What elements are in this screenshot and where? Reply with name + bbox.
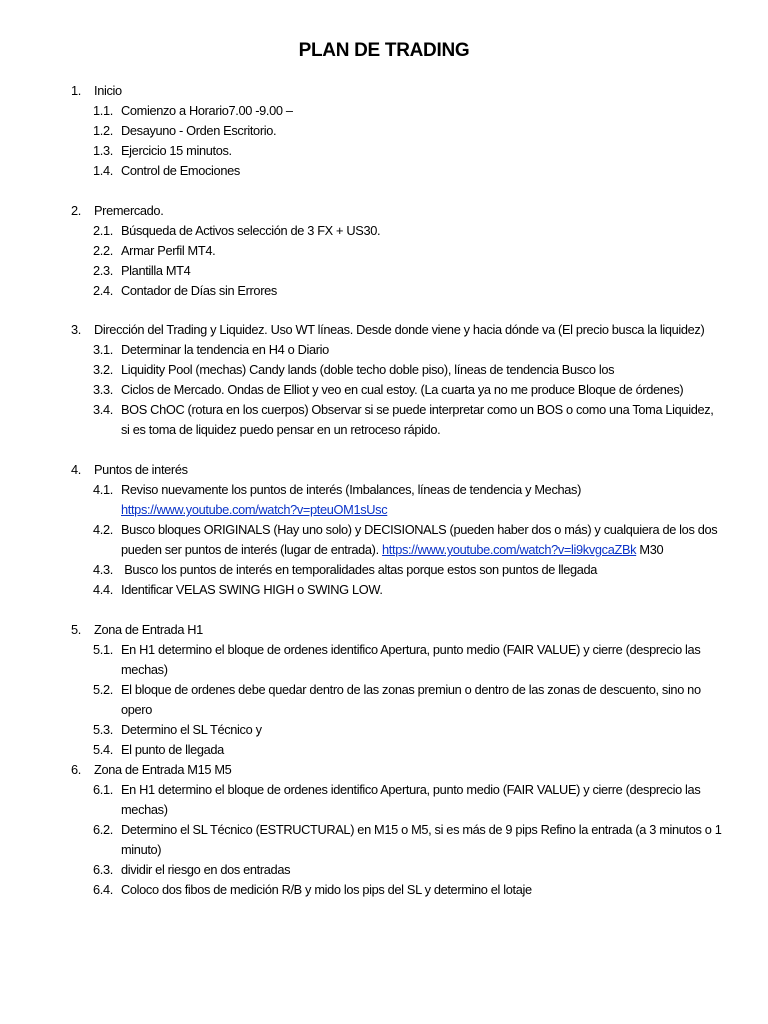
section-heading: 2. Premercado.: [71, 203, 164, 218]
list-item: 1.4. Control de Emociones: [93, 163, 240, 178]
list-item: 3.4. BOS ChOC (rotura en los cuerpos) Observar si se puede interpretar como un BOS o como una Toma Liquidez,: [93, 402, 714, 417]
list-item: 6.3. dividir el riesgo en dos entradas: [93, 862, 291, 877]
list-item-continuation: opero: [121, 702, 152, 717]
section-zona-h1: [71, 620, 731, 760]
list-item: 1.1. Comienzo a Horario7.00 -9.00 –: [93, 103, 293, 118]
list-item: 4.2. Busco bloques ORIGINALS (Hay uno solo) y DECISIONALS (pueden haber dos o más) y cualquiera de los dos: [93, 522, 718, 537]
section-heading: 4. Puntos de interés: [71, 462, 188, 477]
list-item: 5.1. En H1 determino el bloque de ordenes identifico Apertura, punto medio (FAIR VALUE) y cierre (desprecio las: [93, 642, 701, 657]
section-heading: 3. Dirección del Trading y Liquidez. Uso WT líneas. Desde donde viene y hacia dónde va (El precio busca la liquidez): [71, 322, 705, 337]
list-item: 2.3. Plantilla MT4: [93, 263, 191, 278]
list-item: 3.1. Determinar la tendencia en H4 o Diario: [93, 342, 329, 357]
list-item: 1.2. Desayuno - Orden Escritorio.: [93, 123, 277, 138]
list-item-continuation: pueden ser puntos de interés (lugar de entrada). https://www.youtube.com/watch?v=li9kvgcaZBk M30: [121, 542, 664, 557]
list-item: 4.3. Busco los puntos de interés en temporalidades altas porque estos son puntos de llegada: [93, 562, 598, 577]
list-item: 2.2. Armar Perfil MT4.: [93, 243, 216, 258]
list-item: 2.1. Búsqueda de Activos selección de 3 FX + US30.: [93, 223, 381, 238]
list-item: 3.2. Liquidity Pool (mechas) Candy lands (doble techo doble piso), líneas de tendencia Busco los: [93, 362, 615, 377]
section-heading: 5. Zona de Entrada H1: [71, 622, 203, 637]
list-item: 3.3. Ciclos de Mercado. Ondas de Elliot y veo en cual estoy. (La cuarta ya no me produce Bloque de órdenes): [93, 382, 684, 397]
list-item: 6.4. Coloco dos fibos de medición R/B y mido los pips del SL y determino el lotaje: [93, 882, 532, 897]
list-item: 4.4. Identificar VELAS SWING HIGH o SWING LOW.: [93, 582, 383, 597]
section-heading: 6. Zona de Entrada M15 M5: [71, 762, 232, 777]
section-zona-m15-m5: [71, 760, 731, 900]
list-item: 6.1. En H1 determino el bloque de ordenes identifico Apertura, punto medio (FAIR VALUE) y cierre (desprecio las: [93, 782, 701, 797]
page-title: PLAN DE TRADING: [298, 40, 470, 61]
section-direccion: [71, 320, 731, 440]
list-item-continuation: minuto): [121, 842, 162, 857]
list-item: 5.3. Determino el SL Técnico y: [93, 722, 262, 737]
list-item: 5.4. El punto de llegada: [93, 742, 224, 757]
list-item: 5.2. El bloque de ordenes debe quedar dentro de las zonas premiun o dentro de las zonas de descuento, sino no: [93, 682, 701, 697]
list-item: 2.4. Contador de Días sin Errores: [93, 283, 277, 298]
youtube-link[interactable]: https://www.youtube.com/watch?v=li9kvgcaZBk: [382, 542, 637, 557]
youtube-link[interactable]: https://www.youtube.com/watch?v=pteuOM1sUsc: [121, 502, 388, 517]
list-item: 4.1. Reviso nuevamente los puntos de interés (Imbalances, líneas de tendencia y Mechas): [93, 482, 581, 497]
list-item-continuation: [71, 500, 731, 520]
list-item: 6.2. Determino el SL Técnico (ESTRUCTURAL) en M15 o M5, si es más de 9 pips Refino la entrada (a 3 minutos o 1: [93, 822, 722, 837]
list-item-continuation: si es toma de liquidez puedo pensar en un retroceso rápido.: [121, 422, 441, 437]
section-heading: 1. Inicio: [71, 83, 122, 98]
list-item-continuation: mechas): [121, 802, 168, 817]
section-puntos-interes: [71, 460, 731, 600]
list-item-continuation: mechas): [121, 662, 168, 677]
section-premercado: [71, 201, 731, 301]
section-inicio: [71, 81, 731, 181]
list-item: 1.3. Ejercicio 15 minutos.: [93, 143, 232, 158]
